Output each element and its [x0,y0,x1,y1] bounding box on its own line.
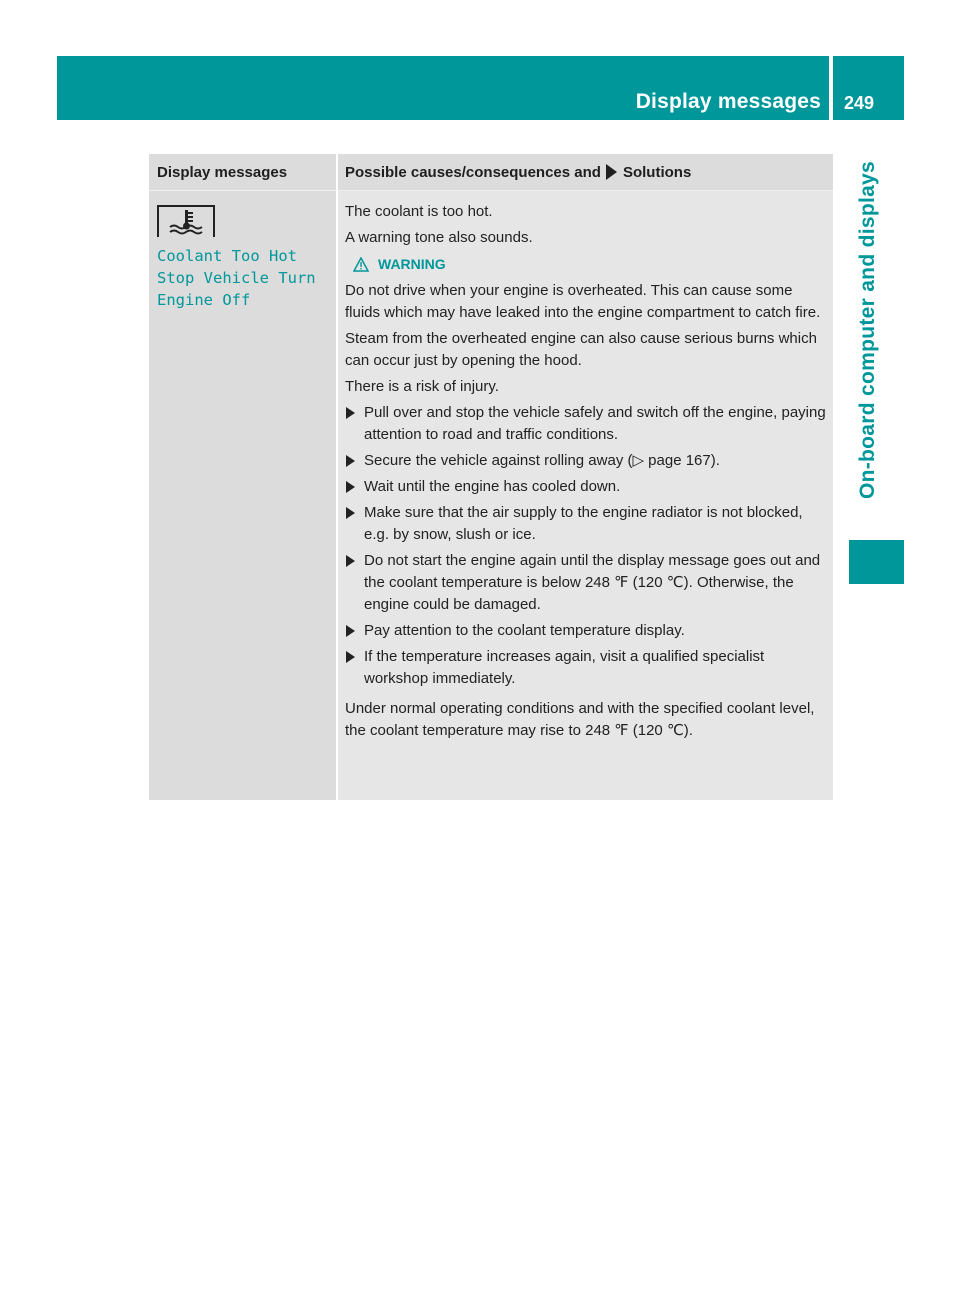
step-text: If the temperature increases again, visit a qualified specialist workshop immediately. [364,648,765,687]
intro-paragraph: The coolant is too hot. [345,203,493,220]
instruction-step [345,502,827,546]
warning-paragraph: Steam from the overheated engine can also cause serious burns which can occur just by opening the hood. [345,330,817,369]
display-message-line: Engine Off [157,291,251,309]
step-text: Pay attention to the coolant temperature display. [364,622,685,639]
step-arrow-icon [346,455,355,467]
solution-arrow-icon [606,164,617,180]
intro-paragraph: A warning tone also sounds. [345,229,533,246]
instruction-step [345,646,827,690]
solutions-cell [336,191,833,800]
display-message-text [157,245,328,311]
page-number: 249 [844,93,875,113]
step-text: Wait until the engine has cooled down. [364,478,621,495]
display-message-line: Stop Vehicle Turn [157,269,316,287]
side-section-label-text: On-board computer and displays [856,160,880,500]
step-text: Secure the vehicle against rolling away (▷ page 167). [364,452,720,469]
column-header-display-messages: Display messages [149,154,336,191]
column-header-solutions-prefix: Possible causes/consequences and [345,163,601,181]
step-text: Pull over and stop the vehicle safely and switch off the engine, paying attention to road and traffic conditions. [364,404,826,443]
header-bar [57,56,829,120]
side-section-label [833,130,904,530]
instruction-step [345,476,827,498]
closing-paragraph: Under normal operating conditions and with the specified coolant level, the coolant temperature may rise to 248 ℉ (120 ℃). [345,700,815,739]
column-header-solutions [336,154,833,191]
step-arrow-icon [346,625,355,637]
display-messages-table [149,154,833,800]
column-header-solutions-suffix: Solutions [622,163,692,181]
step-arrow-icon [346,481,355,493]
step-text: Make sure that the air supply to the engine radiator is not blocked, e.g. by snow, slush or ice. [364,504,803,543]
page-number-box [833,56,904,120]
warning-label: WARNING [378,256,446,272]
display-message-cell [149,191,336,800]
display-message-line: Coolant Too Hot [157,247,297,265]
step-arrow-icon [346,651,355,663]
side-tab-marker [849,540,904,584]
instruction-step [345,620,827,642]
warning-heading [353,253,827,275]
instruction-step [345,402,827,446]
step-text: Do not start the engine again until the display message goes out and the coolant temperature is below 248 ℉ (120 ℃). Otherwise, the engine could be damaged. [364,552,821,613]
step-arrow-icon [346,407,355,419]
page-title: Display messages [635,90,821,113]
warning-paragraph: Do not drive when your engine is overheated. This can cause some fluids which may have leaked into the engine compartment to catch fire. [345,282,821,321]
instruction-step [345,450,827,472]
instruction-step [345,550,827,616]
step-arrow-icon [346,507,355,519]
warning-triangle-icon [353,257,369,272]
coolant-temperature-icon [157,205,215,237]
step-arrow-icon [346,555,355,567]
warning-paragraph: There is a risk of injury. [345,378,499,395]
